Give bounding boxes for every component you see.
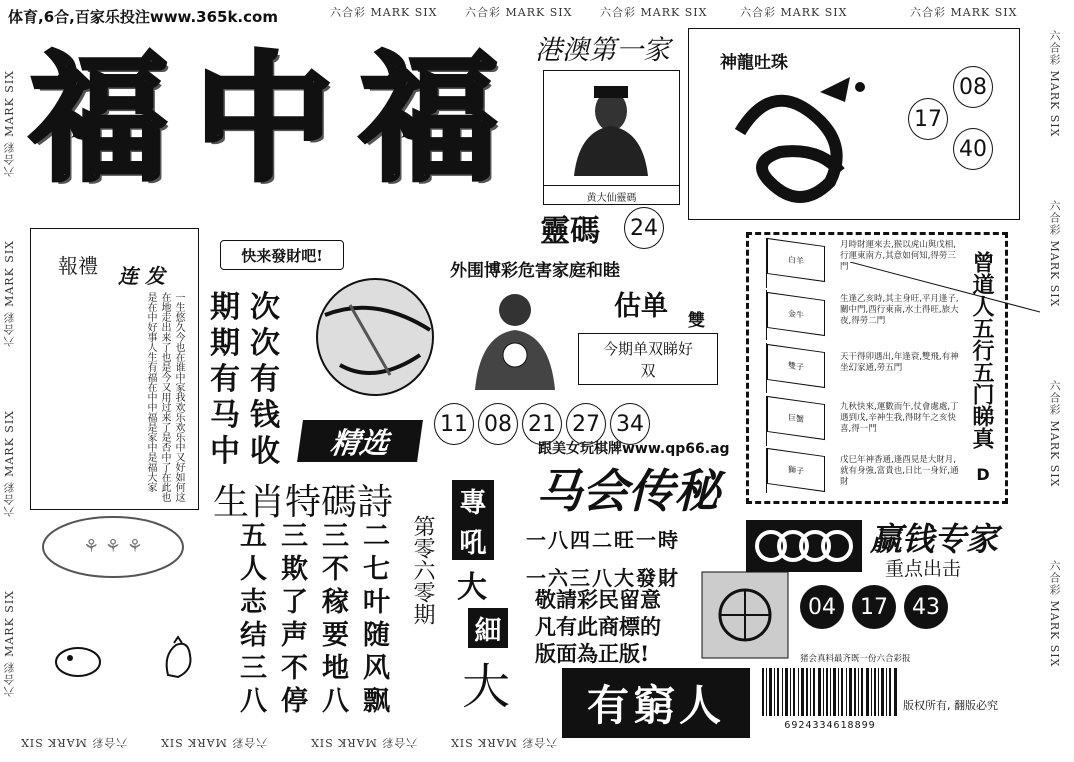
left-border-1: 六合彩 MARK SIX — [3, 70, 16, 178]
shengxiao-title: 生肖特碼詩 — [213, 482, 394, 523]
poem-c3-4: 声 — [281, 620, 308, 651]
poem-c3-6: 停 — [281, 686, 308, 717]
guess-label: 估单 — [614, 291, 668, 322]
poem-c1-6: 飘 — [363, 686, 390, 717]
guess-box — [578, 333, 718, 385]
barcode-bars-icon — [760, 668, 900, 716]
gift-body: 一生悠久今也在谁中家我欢乐欢乐中又好如何这在地走出来了也是今又用过来了是否中了在此也是在中好事人生有福在中中福是家中是福大家 — [145, 292, 184, 502]
poem-c3-5: 不 — [281, 653, 308, 684]
poem-c1-5: 风 — [363, 653, 390, 684]
trademark-emblem-icon — [700, 570, 790, 660]
periodic-b-5: 收 — [250, 434, 280, 469]
dragon-title: 神龍吐珠 — [720, 53, 788, 73]
dragon-num-3: 40 — [953, 128, 993, 170]
rooster-icon — [158, 635, 198, 685]
mahui-title: 马会传秘 — [536, 464, 720, 518]
poem-period: 第零六零期 — [410, 515, 435, 625]
right-border-3: 六合彩 MARK SIX — [1048, 380, 1061, 488]
specialist-char-a: 專 — [452, 480, 494, 520]
master-figure-icon — [544, 71, 679, 181]
bottom-border-4: 六合彩 MARK SIX — [450, 736, 558, 749]
zeng-para-1: 月時財運來去,猴以虎山與戊相,行運東南方,其意如何知,得勞三門 — [840, 240, 956, 272]
top-border-1: 六合彩 MARK SIX — [330, 6, 438, 19]
poem-c4-4: 结 — [240, 620, 267, 651]
winning-sub: 重点出击 — [885, 558, 962, 580]
emblem-icon — [310, 275, 440, 400]
right-border-2: 六合彩 MARK SIX — [1048, 200, 1061, 308]
barcode-number: 6924334618899 — [784, 720, 876, 731]
gift-title: 報禮 — [58, 254, 98, 278]
selection-num-4: 27 — [566, 403, 606, 445]
periodic-a-3: 有 — [210, 362, 240, 397]
flag-2: 金牛 — [767, 292, 825, 336]
gangao-figure-frame — [543, 70, 680, 205]
gift-stamp: 连 发 — [118, 264, 165, 288]
periodic-a-5: 中 — [210, 434, 240, 469]
specialist-char-c: 大 — [450, 562, 494, 606]
poem-c3-2: 欺 — [281, 554, 308, 585]
flag-5: 獅子 — [767, 448, 825, 492]
poem-c2-1: 三 — [322, 521, 349, 552]
four-rings-icon — [749, 526, 859, 566]
poem-c1-4: 随 — [363, 620, 390, 651]
guess-line-2: 双 — [640, 362, 656, 380]
gangao-code-number: 24 — [624, 207, 664, 249]
periodic-b-2: 次 — [250, 326, 280, 361]
right-border-1: 六合彩 MARK SIX — [1048, 30, 1061, 138]
winning-num-2: 17 — [852, 585, 896, 629]
poem-c2-3: 稼 — [322, 587, 349, 618]
specialist-big: 大 — [462, 659, 511, 715]
quick-fortune-label: 快来發財吧! — [220, 240, 344, 270]
selection-num-3: 21 — [522, 403, 562, 445]
right-border-4: 六合彩 MARK SIX — [1048, 560, 1061, 668]
left-border-3: 六合彩 MARK SIX — [3, 410, 16, 518]
poem-c1-2: 七 — [363, 554, 390, 585]
promo-link[interactable]: 跟美女玩棋牌www.qp66.ag — [538, 441, 730, 457]
periodic-b-4: 钱 — [250, 398, 280, 433]
top-border-5: 六合彩 MARK SIX — [910, 6, 1018, 19]
divider-line — [850, 262, 1040, 322]
guess-line-1: 今期单双睇好 — [602, 340, 693, 358]
poem-c3-3: 了 — [281, 587, 308, 618]
barcode — [760, 668, 900, 730]
periodic-col-a — [210, 290, 240, 470]
poem-c4-3: 志 — [240, 587, 267, 618]
zeng-suffix: D — [976, 465, 990, 484]
poem-c2-5: 地 — [322, 653, 349, 684]
notice-line-1: 敬請彩民留意 — [535, 587, 661, 612]
poem-block — [240, 520, 390, 718]
poem-col-3 — [281, 520, 308, 718]
periodic-a-2: 期 — [210, 326, 240, 361]
audi-rings-box — [746, 520, 862, 572]
zeng-para-3: 天干得卯遇出,年逢衰,雙飛,有神坐幻家通,勞五門 — [840, 352, 959, 373]
flag-3: 雙子 — [767, 344, 825, 388]
poem-c1-3: 叶 — [363, 587, 390, 618]
periodic-col-b — [250, 290, 280, 470]
flag-1: 白羊 — [767, 238, 825, 282]
brand-logo-icon — [38, 512, 188, 582]
rich-line-a: 一八四二旺一時 — [526, 528, 680, 552]
periodic-a-1: 期 — [210, 290, 240, 325]
periodic-a-4: 马 — [210, 398, 240, 433]
poem-col-1 — [363, 520, 390, 718]
masthead-char-1: 福 — [30, 37, 169, 200]
notice-block — [535, 586, 661, 667]
notice-line-3: 版面為正版! — [535, 641, 650, 666]
flag-4: 巨蟹 — [767, 396, 825, 440]
selection-num-5: 34 — [610, 403, 650, 445]
gangao-code-label: 靈碼 — [540, 214, 600, 249]
site-header[interactable]: 体育,6合,百家乐投注www.365k.com — [8, 8, 278, 26]
selection-num-2: 08 — [478, 403, 518, 445]
bottom-border-2: 六合彩 MARK SIX — [160, 736, 268, 749]
zeng-para-2: 生逢乙亥時,其主身旺,平月逢子,關中門,酉行東南,水土得旺,旅大夜,得勞二門 — [840, 294, 959, 326]
periodic-b-1: 次 — [250, 290, 280, 325]
winning-nums — [800, 585, 948, 629]
dragon-icon — [720, 72, 890, 212]
tiger-icon — [48, 640, 108, 680]
poem-c4-1: 五 — [240, 521, 267, 552]
poem-c4-6: 八 — [240, 686, 267, 717]
poem-c4-5: 三 — [240, 653, 267, 684]
top-border-2: 六合彩 MARK SIX — [465, 6, 573, 19]
top-border-3: 六合彩 MARK SIX — [600, 6, 708, 19]
poem-c2-2: 不 — [322, 554, 349, 585]
rich-line-b: 一六三八大發財 — [526, 566, 680, 590]
poem-col-2 — [322, 520, 349, 718]
top-border-4: 六合彩 MARK SIX — [740, 6, 848, 19]
warning-text: 外围博彩危害家庭和睦 — [450, 261, 620, 281]
guess-sub: 雙 — [688, 311, 705, 331]
selection-num-1: 11 — [434, 403, 474, 445]
zeng-para-4: 九秋快來,運數而午,仗會處處,丁遇到戊,辛神生我,得財午之亥快喜,得一門 — [840, 402, 959, 434]
footer-credit: 猪会真料最齐既一份六合彩报 — [800, 654, 911, 664]
poem-c1-1: 二 — [363, 521, 390, 552]
svg-text:⚘ ⚘ ⚘: ⚘ ⚘ ⚘ — [83, 536, 143, 557]
winning-num-3: 43 — [904, 585, 948, 629]
specialist-char-b: 吼 — [452, 520, 494, 560]
winning-num-1: 04 — [800, 585, 844, 629]
dragon-num-1: 08 — [953, 66, 993, 108]
specialist-char-d: 細 — [468, 608, 508, 648]
gangao-title: 港澳第一家 — [535, 35, 670, 66]
bottom-border-1: 六合彩 MARK SIX — [20, 736, 128, 749]
poem-c2-4: 要 — [322, 620, 349, 651]
deity-figure-icon — [460, 285, 570, 395]
periodic-b-3: 有 — [250, 362, 280, 397]
left-border-4: 六合彩 MARK SIX — [3, 590, 16, 698]
footer-copyright: 版权所有, 翻版必究 — [903, 699, 998, 712]
gangao-caption: 黄大仙靈碼 — [544, 185, 679, 204]
winning-title: 赢钱专家 — [870, 520, 999, 558]
masthead-char-2: 中 — [195, 37, 334, 200]
footer-slogan: 有窮人 — [562, 668, 750, 738]
poem-col-4 — [240, 520, 267, 718]
notice-line-2: 凡有此商標的 — [535, 614, 661, 639]
left-border-2: 六合彩 MARK SIX — [3, 240, 16, 348]
zeng-title: 曾道人五行五门睇真 — [969, 251, 995, 449]
zeng-para-5: 戊巳年神香通,逢酉見是大財月,就有身強,富貴也,日比一身好,通財 — [840, 455, 959, 487]
poem-c2-6: 八 — [322, 686, 349, 717]
poem-c3-1: 三 — [281, 521, 308, 552]
bottom-border-3: 六合彩 MARK SIX — [310, 736, 418, 749]
poem-c4-2: 人 — [240, 554, 267, 585]
dragon-num-2: 17 — [908, 98, 948, 140]
selection-label: 精选 — [297, 420, 423, 462]
masthead-char-3: 福 — [360, 37, 499, 200]
